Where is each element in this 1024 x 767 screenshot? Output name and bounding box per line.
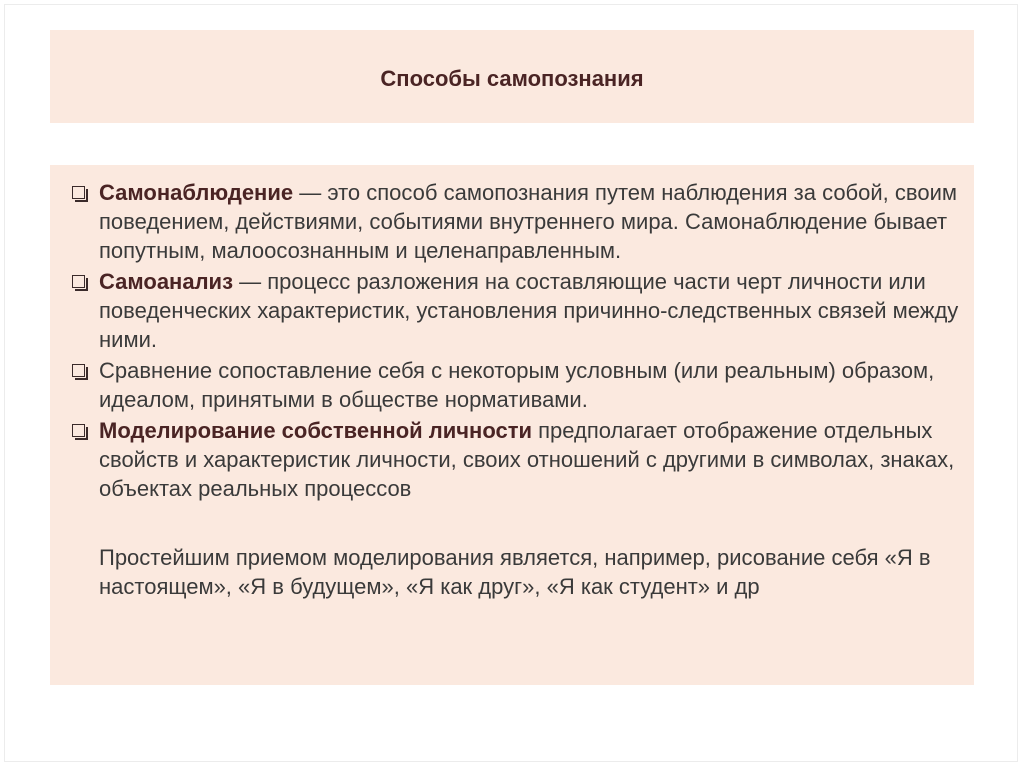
item-term: Моделирование собственной личности bbox=[99, 418, 533, 443]
slide-title: Способы самопознания bbox=[380, 65, 644, 91]
item-text: — это способ самопознания путем наблюдения за собой, своим поведением, действиями, событиями внутреннего мира. Самонаблюдение бывает попутным, малоосознанным и целенаправленным. bbox=[99, 180, 957, 263]
checkbox-bullet-icon bbox=[72, 186, 85, 199]
item-text: Сравнение сопоставление себя с некоторым условным (или реальным) образом, идеалом, принятыми в обществе нормативами. bbox=[99, 358, 935, 412]
list-item-comparison bbox=[70, 356, 960, 414]
item-term: Самоанализ bbox=[99, 269, 234, 294]
checkbox-bullet-icon bbox=[72, 364, 85, 377]
item-term: Самонаблюдение bbox=[99, 180, 294, 205]
title-banner bbox=[50, 30, 974, 123]
methods-list bbox=[70, 178, 960, 505]
list-item-modeling bbox=[70, 416, 960, 503]
content-panel bbox=[50, 165, 974, 685]
item-text: — процесс разложения на составляющие части черт личности или поведенческих характеристик, установления причинно-следственных связей между ними. bbox=[99, 269, 959, 352]
modeling-note: Простейшим приемом моделирования является, например, рисование себя «Я в настоящем», «Я в будущем», «Я как друг», «Я как студент» и др bbox=[99, 545, 931, 599]
checkbox-bullet-icon bbox=[72, 424, 85, 437]
item-text: предполагает отображение отдельных свойств и характеристик личности, своих отношений с другими в символах, знаках, объектах реальных процессов bbox=[99, 418, 955, 501]
checkbox-bullet-icon bbox=[72, 275, 85, 288]
list-item-self-observation bbox=[70, 178, 960, 265]
list-item-self-analysis bbox=[70, 267, 960, 354]
